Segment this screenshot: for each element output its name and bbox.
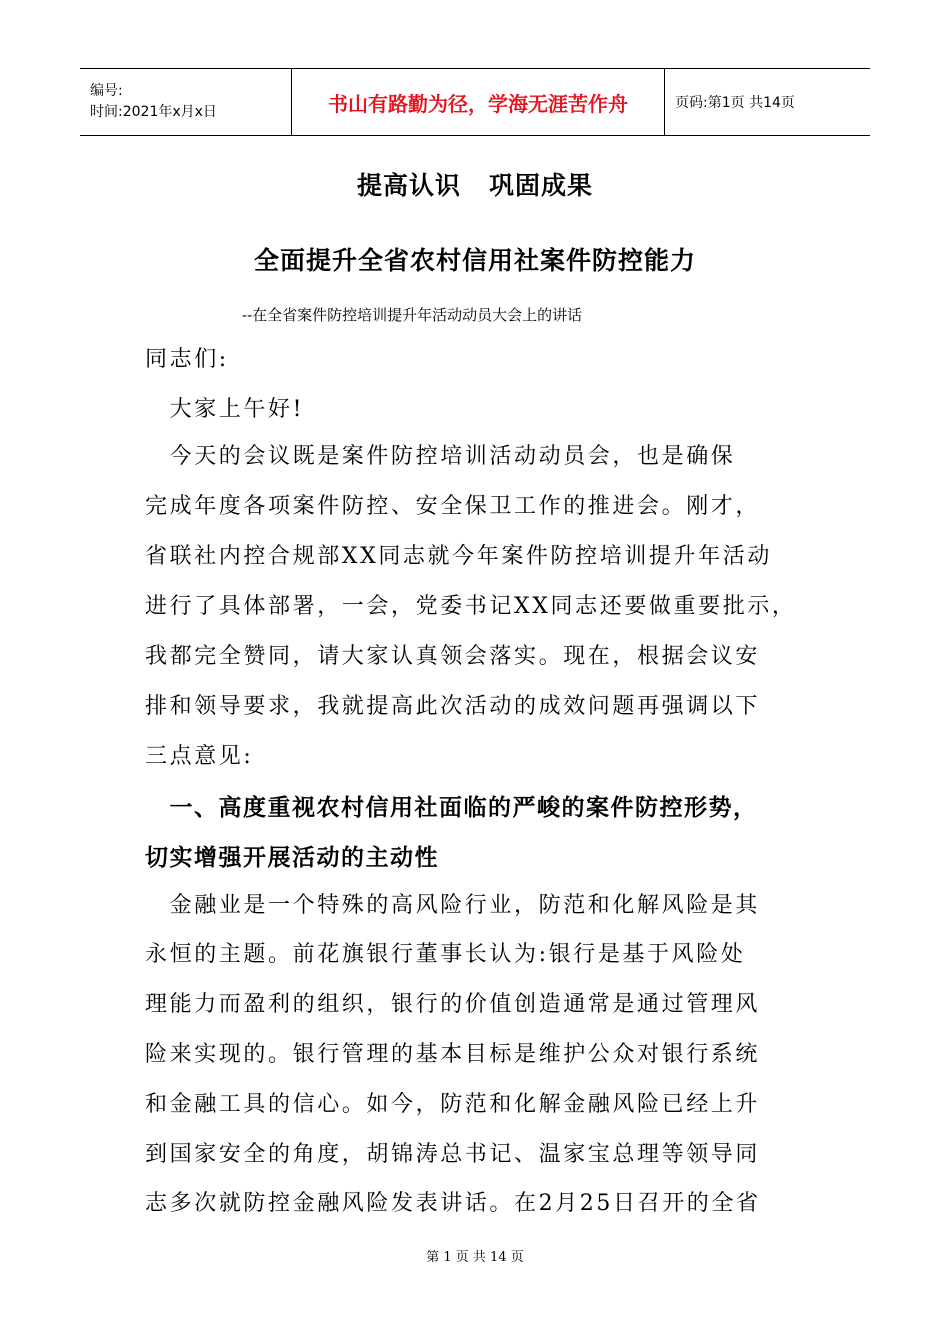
body-line: 和金融工具的信心。如今，防范和化解金融风险已经上升 — [145, 1092, 761, 1117]
body-line: 排和领导要求，我就提高此次活动的成效问题再强调以下 — [145, 694, 761, 719]
body-line: 完成年度各项案件防控、安全保卫工作的推进会。刚才， — [145, 494, 761, 519]
secondary-title: 全面提升全省农村信用社案件防控能力 — [253, 246, 696, 275]
document-header — [80, 68, 870, 136]
body-line: 险来实现的。银行管理的基本目标是维护公众对银行系统 — [145, 1042, 761, 1067]
body-line: 三点意见: — [145, 744, 254, 769]
body-line: 同志们: — [145, 347, 229, 372]
number-label: 编号: — [90, 83, 123, 99]
header-meta — [80, 69, 292, 136]
section-heading: 一、高度重视农村信用社面临的严峻的案件防控形势， — [145, 795, 758, 821]
body-line: 理能力而盈利的组织，银行的价值创造通常是通过管理风 — [145, 992, 761, 1017]
time-label: 时间:2021年x月x日 — [90, 104, 217, 120]
speech-subtitle: --在全省案件防控培训提升年活动动员大会上的讲话 — [242, 306, 583, 324]
motto: 书山有路勤为径，学海无涯苦作舟 — [292, 69, 665, 136]
section-heading: 切实增强开展活动的主动性 — [145, 845, 439, 871]
body-line: 永恒的主题。前花旗银行董事长认为:银行是基于风险处 — [145, 942, 746, 967]
body-line: 今天的会议既是案件防控培训活动动员会，也是确保 — [145, 444, 736, 469]
body-line: 省联社内控合规部XX同志就今年案件防控培训提升年活动 — [145, 544, 772, 569]
body-line: 我都完全赞同，请大家认真领会落实。现在，根据会议安 — [145, 644, 761, 669]
main-title — [0, 166, 950, 202]
page-info: 页码:第1页 共14页 — [665, 69, 871, 136]
body-line: 进行了具体部署，一会，党委书记XX同志还要做重要批示， — [145, 594, 797, 619]
main-title-part1: 提高认识 — [356, 171, 461, 200]
body-line: 到国家安全的角度，胡锦涛总书记、温家宝总理等领导同 — [145, 1142, 761, 1167]
body-line: 金融业是一个特殊的高风险行业，防范和化解风险是其 — [145, 893, 761, 918]
page-footer: 第 1 页 共 14 页 — [426, 1250, 524, 1265]
main-title-part2: 巩固成果 — [489, 171, 594, 200]
body-line: 大家上午好! — [145, 397, 305, 422]
body-line: 志多次就防控金融风险发表讲话。在2月25日召开的全省 — [145, 1191, 761, 1216]
